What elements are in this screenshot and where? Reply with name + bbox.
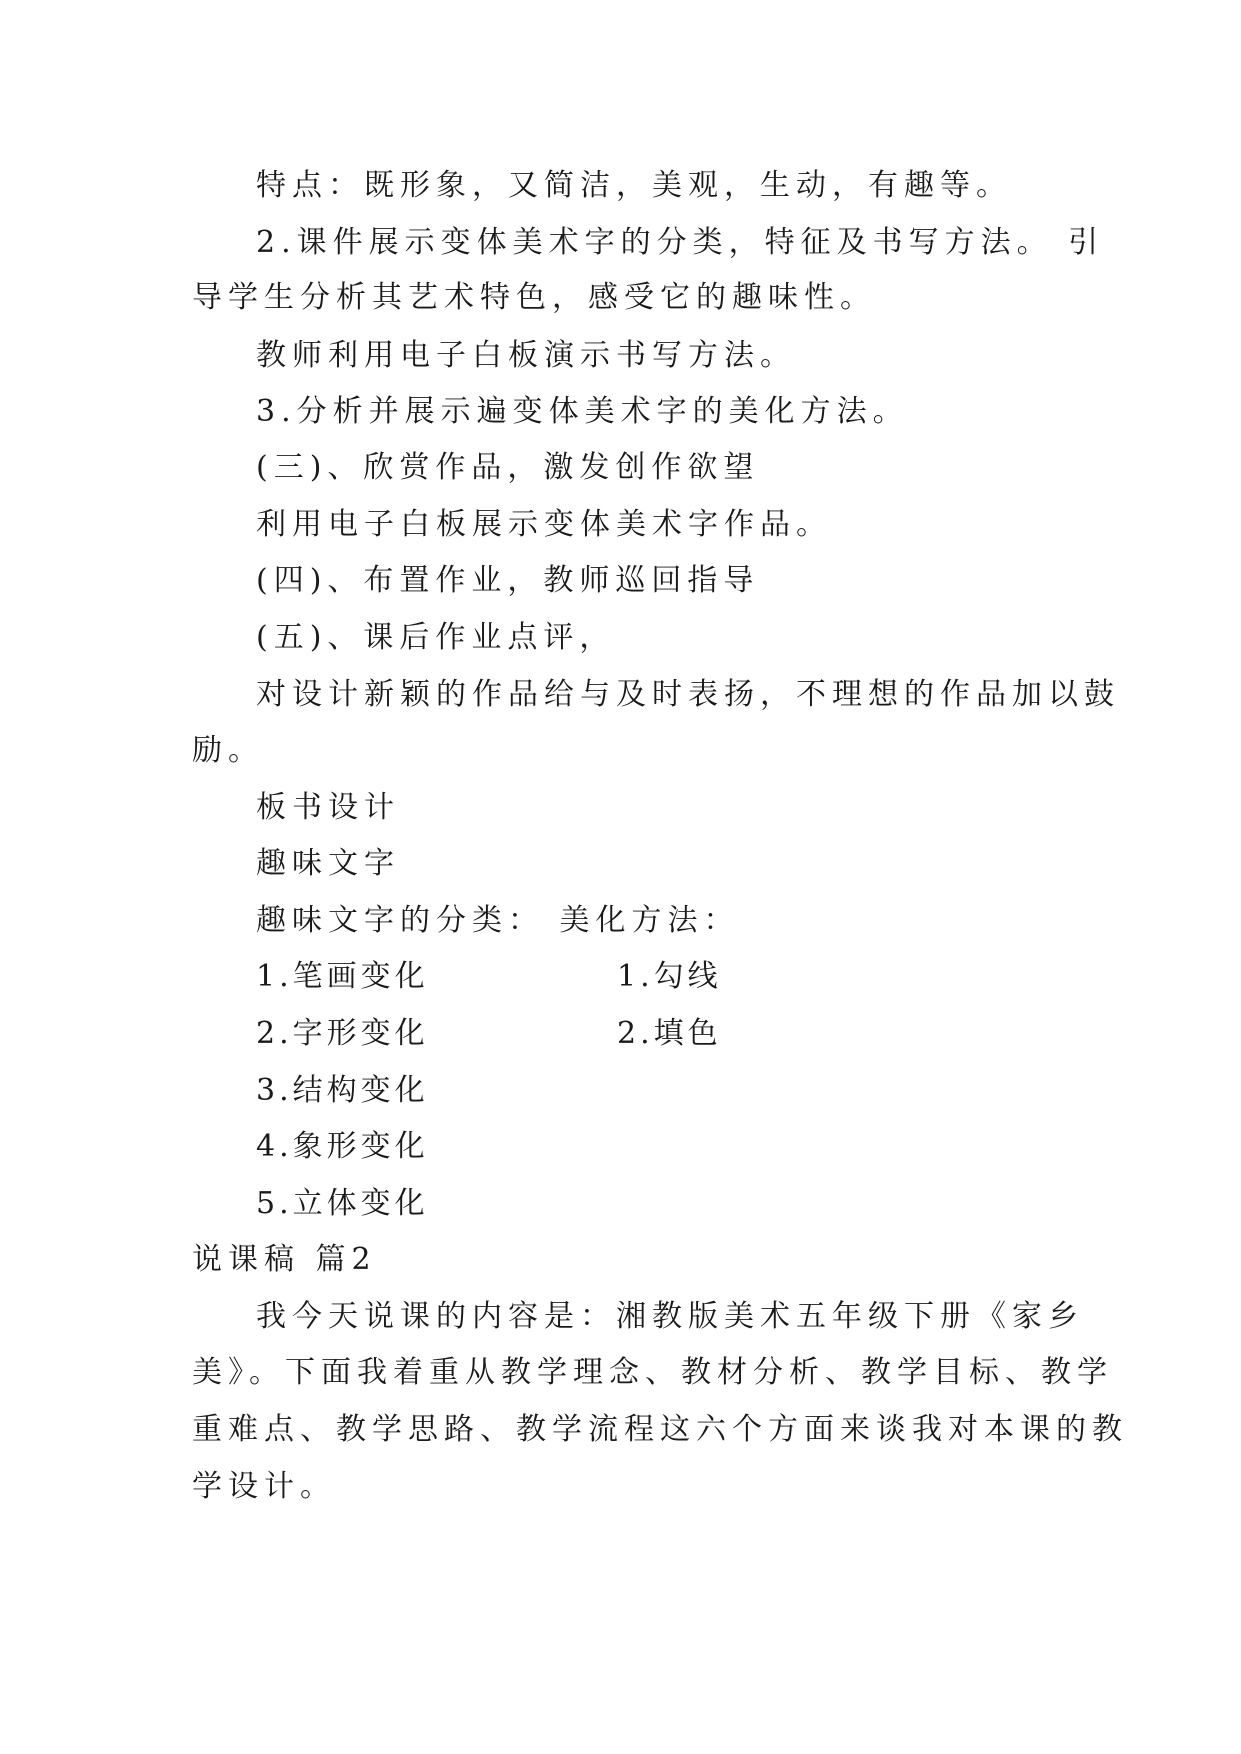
paragraph-step-2-line-1: 2.课件展示变体美术字的分类，特征及书写方法。 引 xyxy=(256,225,1105,260)
category-item-2: 2.字形变化 xyxy=(256,1016,429,1051)
paragraph-step-2-line-2: 导学生分析其艺术特色，感受它的趣味性。 xyxy=(192,280,876,315)
paragraph-praise-line-1: 对设计新颖的作品给与及时表扬，不理想的作品加以鼓 xyxy=(256,677,1120,712)
paragraph-intro-line-3: 重难点、教学思路、教学流程这六个方面来谈我对本课的教 xyxy=(192,1412,1128,1447)
category-item-3: 3.结构变化 xyxy=(256,1073,429,1108)
paragraph-features: 特点：既形象，又简洁，美观，生动，有趣等。 xyxy=(256,168,1012,203)
category-item-1: 1.笔画变化 xyxy=(256,959,429,994)
paragraph-intro-line-1: 我今天说课的内容是：湘教版美术五年级下册《家乡 xyxy=(256,1299,1084,1334)
paragraph-show-works: 利用电子白板展示变体美术字作品。 xyxy=(256,507,832,542)
method-item-2: 2.填色 xyxy=(617,1016,722,1051)
paragraph-intro-line-4: 学设计。 xyxy=(192,1469,336,1504)
paragraph-teacher-demo: 教师利用电子白板演示书写方法。 xyxy=(256,338,796,373)
section-heading-5: (五)、课后作业点评， xyxy=(256,620,616,655)
paragraph-intro-line-2: 美》。下面我着重从教学理念、教材分析、教学目标、教学 xyxy=(192,1355,1113,1390)
paragraph-praise-line-2: 励。 xyxy=(192,733,264,768)
section-heading-4: (四)、布置作业，教师巡回指导 xyxy=(256,563,760,598)
board-design-title: 板书设计 xyxy=(256,790,400,825)
section-title-part-2: 说课稿 篇2 xyxy=(192,1242,377,1277)
board-design-headers: 趣味文字的分类： 美化方法： xyxy=(256,903,740,938)
section-heading-3: (三)、欣赏作品，激发创作欲望 xyxy=(256,450,760,485)
category-item-4: 4.象形变化 xyxy=(256,1129,429,1164)
paragraph-step-3: 3.分析并展示遍变体美术字的美化方法。 xyxy=(256,394,909,429)
board-design-topic: 趣味文字 xyxy=(256,846,400,881)
category-item-5: 5.立体变化 xyxy=(256,1186,429,1221)
method-item-1: 1.勾线 xyxy=(617,959,722,994)
